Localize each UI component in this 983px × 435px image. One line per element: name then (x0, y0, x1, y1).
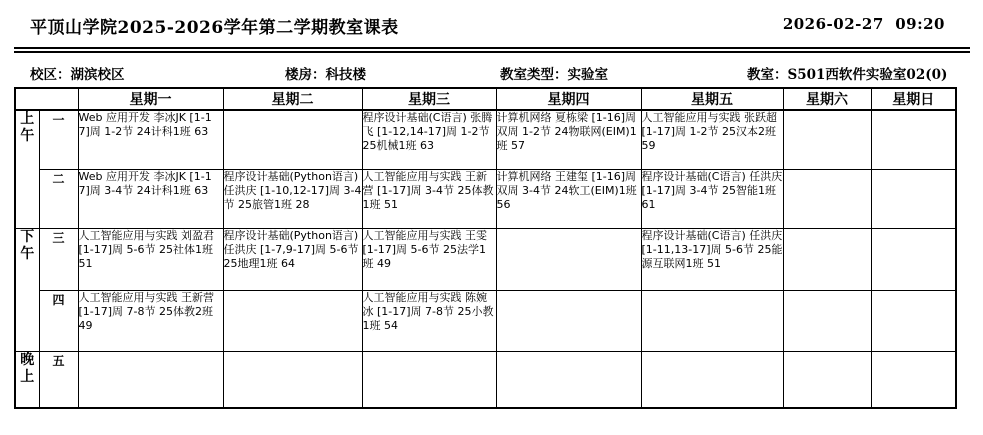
course-cell: 计算机网络 夏栋梁 [1-16]周 双周 1-2节 24物联网(EIM)1班 57 (496, 110, 641, 169)
course-cell: 程序设计基础(C语言) 任洪庆 [1-17]周 3-4节 25智能1班 61 (641, 169, 783, 228)
course-cell (496, 351, 641, 408)
info-bar (0, 63, 983, 83)
campus-value: 湖滨校区 (70, 67, 125, 83)
course-cell: 计算机网络 王建玺 [1-16]周 双周 3-4节 24软工(EIM)1班 56 (496, 169, 641, 228)
print-timestamp: 2026-02-27 09:20 (782, 15, 945, 33)
building-value: 科技楼 (325, 67, 366, 83)
course-cell (362, 351, 496, 408)
course-cell (783, 169, 871, 228)
roomtype-info (500, 63, 608, 83)
roomtype-label: 教室类型： (500, 67, 568, 83)
session-label-morning: 上午 (15, 110, 39, 228)
course-cell (496, 228, 641, 290)
course-cell (783, 110, 871, 169)
course-cell (223, 351, 362, 408)
campus-info (30, 63, 125, 83)
day-header-sunday: 星期日 (871, 88, 956, 110)
course-cell (871, 290, 956, 351)
title-divider (14, 47, 970, 53)
course-cell: 程序设计基础(C语言) 张腾飞 [1-12,14-17]周 1-2节 25机械1班 63 (362, 110, 496, 169)
course-cell (871, 351, 956, 408)
session-label-afternoon: 下午 (15, 228, 39, 351)
day-header-wednesday: 星期三 (362, 88, 496, 110)
building-label: 楼房： (285, 67, 326, 83)
corner-cell (15, 88, 78, 110)
course-cell (78, 351, 223, 408)
course-cell: Web 应用开发 李冰JK [1-17]周 1-2节 24计科1班 63 (78, 110, 223, 169)
course-cell (871, 169, 956, 228)
course-cell: 人工智能应用与实践 刘盈君 [1-17]周 5-6节 25社体1班 51 (78, 228, 223, 290)
page-title: 平顶山学院2025-2026学年第二学期教室课表 (30, 18, 399, 38)
day-header-monday: 星期一 (78, 88, 223, 110)
course-cell (641, 351, 783, 408)
course-cell: 人工智能应用与实践 张跃超 [1-17]周 1-2节 25汉本2班 59 (641, 110, 783, 169)
day-header-friday: 星期五 (641, 88, 783, 110)
course-cell (871, 228, 956, 290)
course-cell: 程序设计基础(Python语言) 任洪庆 [1-7,9-17]周 5-6节 25地理1班 64 (223, 228, 362, 290)
room-info (747, 63, 947, 83)
course-cell: 人工智能应用与实践 王新营 [1-17]周 3-4节 25体教1班 51 (362, 169, 496, 228)
course-cell: 人工智能应用与实践 陈婉冰 [1-17]周 7-8节 25小教1班 54 (362, 290, 496, 351)
building-info (285, 63, 366, 83)
course-cell (641, 290, 783, 351)
period-label-4: 四 (39, 290, 78, 351)
course-cell (783, 290, 871, 351)
course-cell: 人工智能应用与实践 王雯 [1-17]周 5-6节 25法学1班 49 (362, 228, 496, 290)
room-value: S501西软件实验室02(0) (787, 67, 948, 83)
session-label-evening: 晚上 (15, 351, 39, 408)
day-header-saturday: 星期六 (783, 88, 871, 110)
campus-label: 校区： (30, 67, 71, 83)
period-label-1: 一 (39, 110, 78, 169)
course-cell (783, 351, 871, 408)
course-cell (496, 290, 641, 351)
course-cell (871, 110, 956, 169)
roomtype-value: 实验室 (567, 67, 608, 83)
course-cell (223, 110, 362, 169)
course-cell: 人工智能应用与实践 王新营 [1-17]周 7-8节 25体教2班 49 (78, 290, 223, 351)
timetable (14, 87, 957, 409)
course-cell: 程序设计基础(C语言) 任洪庆 [1-11,13-17]周 5-6节 25能源互联网1班 51 (641, 228, 783, 290)
day-header-tuesday: 星期二 (223, 88, 362, 110)
day-header-thursday: 星期四 (496, 88, 641, 110)
course-cell: Web 应用开发 李冰JK [1-17]周 3-4节 24计科1班 63 (78, 169, 223, 228)
room-label: 教室： (747, 67, 788, 83)
course-cell: 程序设计基础(Python语言) 任洪庆 [1-10,12-17]周 3-4节 25旅管1班 28 (223, 169, 362, 228)
period-label-5: 五 (39, 351, 78, 408)
period-label-2: 二 (39, 169, 78, 228)
course-cell (783, 228, 871, 290)
course-cell (223, 290, 362, 351)
period-label-3: 三 (39, 228, 78, 290)
